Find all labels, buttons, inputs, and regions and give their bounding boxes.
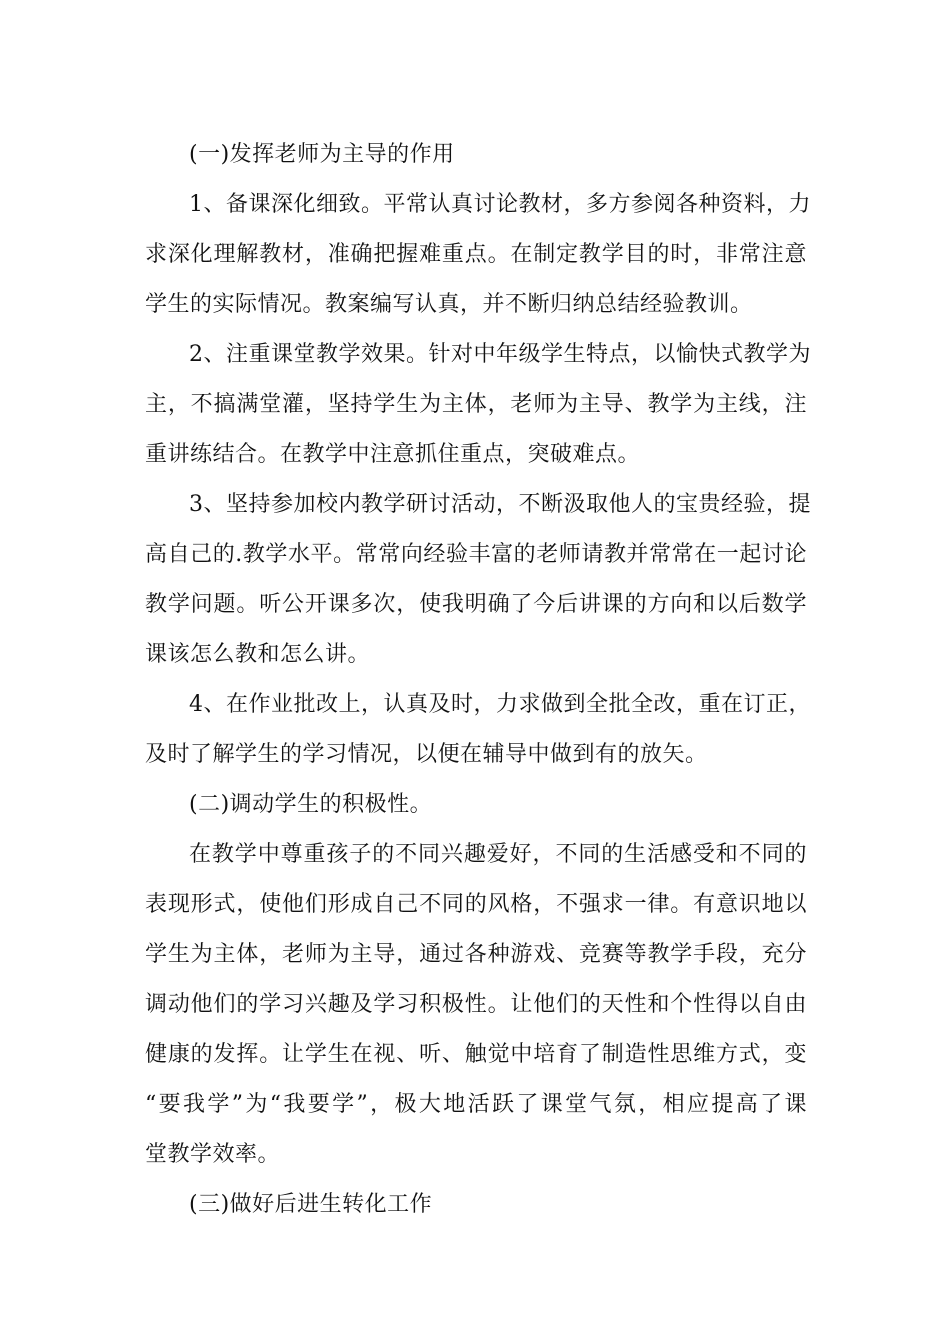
text-line: 1、备课深化细致。平常认真讨论教材，多方参阅各种资料，力 [189,192,811,217]
paragraph-item-1 [145,180,811,330]
text-line: “要我学”为“我要学”，极大地活跃了课堂气氛，相应提高了课 [145,1092,807,1117]
text-line: 3、坚持参加校内教学研讨活动，不断汲取他人的宝贵经验，提 [189,492,811,517]
text-line: 表现形式，使他们形成自己不同的风格，不强求一律。有意识地以 [145,892,807,917]
section-heading-2 [145,780,807,830]
text-line: 调动他们的学习兴趣及学习积极性。让他们的天性和个性得以自由 [145,992,807,1017]
document-body [145,130,811,1230]
text-line: 堂教学效率。 [145,1142,281,1167]
text-line: 4、在作业批改上，认真及时，力求做到全批全改，重在订正， [189,692,811,717]
text-line: 课该怎么教和怎么讲。 [145,642,371,667]
text-line: 健康的发挥。让学生在视、听、触觉中培育了制造性思维方式，变 [145,1042,807,1067]
text-line: 学生的实际情况。教案编写认真，并不断归纳总结经验教训。 [145,292,753,317]
text-line: 教学问题。听公开课多次，使我明确了今后讲课的方向和以后数学 [145,592,807,617]
text-line: 及时了解学生的学习情况，以便在辅导中做到有的放矢。 [145,742,708,767]
heading-line: (一)发挥老师为主导的作用 [189,142,455,167]
text-line: 在教学中尊重孩子的不同兴趣爱好，不同的生活感受和不同的 [189,842,807,867]
text-line: 主，不搞满堂灌，坚持学生为主体，老师为主导、教学为主线，注 [145,392,807,417]
paragraph-motivation [145,830,807,1180]
text-line: 高自己的.教学水平。常常向经验丰富的老师请教并常常在一起讨论 [145,542,807,567]
text-line: 求深化理解教材，准确把握难重点。在制定教学目的时，非常注意 [145,242,807,267]
section-heading-3 [145,1180,807,1230]
paragraph-item-3 [145,480,811,680]
text-line: 重讲练结合。在教学中注意抓住重点，突破难点。 [145,442,641,467]
paragraph-item-4 [145,680,811,780]
heading-line: (二)调动学生的积极性。 [189,792,433,817]
section-heading-1 [145,130,807,180]
paragraph-item-2 [145,330,811,480]
text-line: 2、注重课堂教学效果。针对中年级学生特点，以愉快式教学为 [189,342,811,367]
heading-line: (三)做好后进生转化工作 [189,1192,433,1217]
text-line: 学生为主体，老师为主导，通过各种游戏、竞赛等教学手段，充分 [145,942,807,967]
